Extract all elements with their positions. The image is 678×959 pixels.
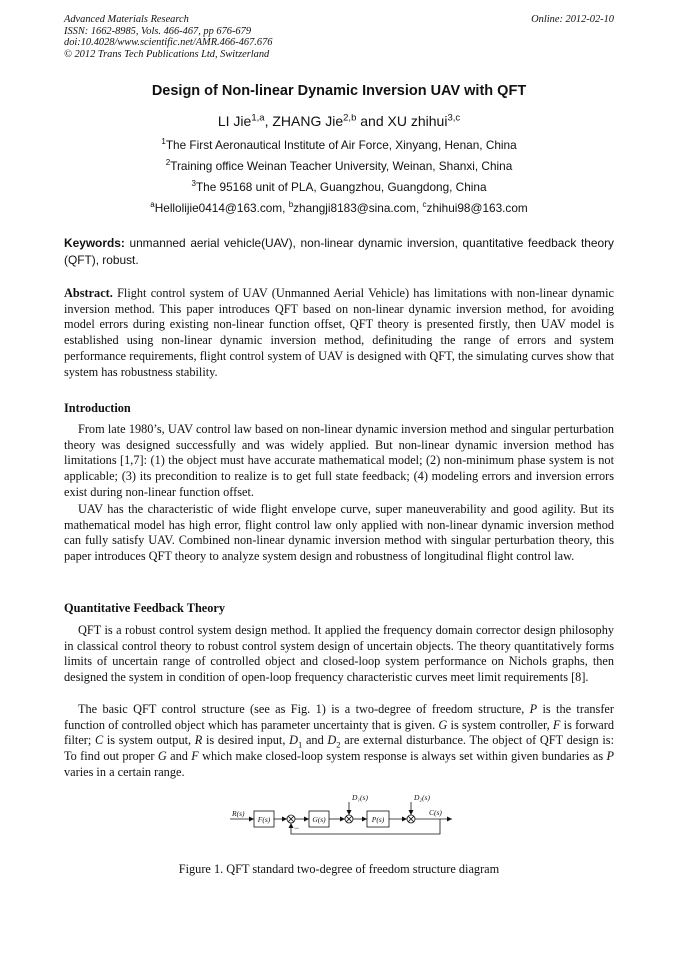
affiliation-3 <box>0 180 678 194</box>
text-segment: which make closed-loop system response is always set within given bundaries as <box>198 749 607 764</box>
affiliation-sup: 2 <box>165 158 171 168</box>
math-symbol: C <box>95 733 104 748</box>
email-text: zhihui98@163.com <box>426 201 528 215</box>
keywords-text: unmanned aerial vehicle(UAV), non-linear dynamic inversion, quantitative feedback theory (QFT), robust. <box>64 236 614 267</box>
copyright-line: © 2012 Trans Tech Publications Ltd, Switzerland <box>64 48 270 60</box>
c-label: C(s) <box>429 808 442 817</box>
math-symbol: P <box>606 749 614 764</box>
author-sup: 1,a <box>251 112 265 124</box>
math-symbol: F <box>191 749 199 764</box>
affiliation-text: Training office Weinan Teacher University, Weinan, Shanxi, China <box>170 159 513 173</box>
author-name: ZHANG Jie <box>272 113 344 129</box>
text-segment: is forward filter; <box>64 717 614 748</box>
qft-block-diagram <box>228 790 468 840</box>
abstract-label: Abstract. <box>64 286 113 300</box>
math-subscript: 2 <box>336 739 341 750</box>
affiliation-sup: 1 <box>161 137 166 147</box>
email-sup: a <box>150 200 155 210</box>
math-subscript: 1 <box>297 739 303 750</box>
author-sep: , <box>264 113 273 129</box>
abstract-text: Flight control system of UAV (Unmanned Aerial Vehicle) has limitations with non-linear dynamic inversion method. This paper introduces QFT based on non-linear dynamic inversion method, for avoiding model errors during existing non-linear function offset, QFT theory is presented firstly, then UAV model is established using non-linear dynamic inversion method, definituding the range of errors and system performance requirements, flight control system of UAV is designed with QFT, the simulating curves show that system has robustness stability. <box>64 286 614 379</box>
email-line <box>0 201 678 215</box>
online-date: Online: 2012-02-10 <box>531 14 614 25</box>
qft-paragraph-1: QFT is a robust control system design method. It applied the frequency domain corrector design philosophy in classical control theory to robust control system design of uncertain objects. The theory quantitatively forms limits of uncertain range of controlled object and closed-loop system performance on Nichols graphs, then designed the system in condition of open-loop frequency characteristic curves meet limit requirements [8]. <box>64 623 614 685</box>
author-name: LI Jie <box>217 113 252 129</box>
affiliation-1 <box>0 138 678 152</box>
author-name: XU zhihui <box>387 113 448 129</box>
figure-caption: Figure 1. QFT standard two-degree of freedom structure diagram <box>178 862 500 876</box>
f-label: F(s) <box>257 815 271 824</box>
d1-label: D₁(s) <box>352 793 368 802</box>
minus-sign: − <box>294 823 300 833</box>
affiliation-2 <box>0 159 678 173</box>
r-label: R(s) <box>232 809 245 818</box>
g-label: G(s) <box>312 815 326 824</box>
abstract-paragraph <box>64 286 614 380</box>
math-symbol: D <box>327 733 337 748</box>
intro-paragraph-1: From late 1980’s, UAV control law based on non-linear dynamic inversion method and singular perturbation theory was designed successfully and was widely applied. But non-linear dynamic inversion method has limitations [1,7]: (1) the object must have accurate mathematical model; (2) non-minimum phase system is not applicable; (3) its precondition to realize is to get full state feedback; (4) modeling errors and inversion errors exist during non-linear function offset. <box>64 422 614 499</box>
d2-label: D₂(s) <box>414 793 430 802</box>
author-sup: 2,b <box>343 112 357 124</box>
affiliation-sup: 3 <box>191 179 196 189</box>
introduction-heading: Introduction <box>64 401 131 415</box>
author-line <box>0 113 678 129</box>
intro-paragraph-2: UAV has the characteristic of wide flight envelope curve, super maneuverability and good agility. But its mathematical model has high error, flight control law only applied with non-linear dynamic inversion method can fully satisfy UAV. Combined non-linear dynamic inversion method with singular perturbation theory, this paper introduces QFT theory to analyze system design and robustness of longitudinal flight control law. <box>64 502 614 564</box>
text-segment: and <box>166 749 192 764</box>
qft-paragraph-2 <box>64 702 614 781</box>
author-sep: and <box>356 113 388 129</box>
math-symbol: G <box>438 717 448 732</box>
text-segment: and <box>302 733 328 748</box>
email-text: Hellolijie0414@163.com, <box>154 201 289 215</box>
author-sup: 3,c <box>447 112 461 124</box>
email-sup: b <box>288 200 294 210</box>
math-symbol: F <box>552 717 561 732</box>
qft-heading: Quantitative Feedback Theory <box>64 601 225 615</box>
text-segment: is desired input, <box>202 733 290 748</box>
math-symbol: D <box>289 733 298 748</box>
text-segment: is the transfer function of controlled object which has parameter uncertainty that is given. <box>64 702 614 732</box>
email-sup: c <box>422 200 427 210</box>
text-segment: is system output, <box>103 733 195 748</box>
text-segment: varies in a certain range. <box>64 764 185 779</box>
math-symbol: P <box>529 702 538 716</box>
text-segment: are external disturbance. The object of QFT design is: To find out proper <box>64 733 614 764</box>
text-segment: The basic QFT control structure (see as Fig. 1) is a two-degree of freedom structure, <box>78 702 530 716</box>
keywords-paragraph <box>64 235 614 268</box>
affiliation-text: The 95168 unit of PLA, Guangzhou, Guangdong, China <box>195 180 487 194</box>
math-symbol: R <box>194 733 203 748</box>
keywords-label: Keywords: <box>64 236 125 250</box>
email-text: zhangji8183@sina.com, <box>293 201 423 215</box>
text-segment: is system controller, <box>447 717 553 732</box>
paper-title: Design of Non-linear Dynamic Inversion UAV with QFT <box>151 83 527 99</box>
journal-header <box>64 14 272 60</box>
issn-line: ISSN: 1662-8985, Vols. 466-467, pp 676-679 <box>64 25 252 37</box>
journal-name: Advanced Materials Research <box>64 14 189 25</box>
doi-line: doi:10.4028/www.scientific.net/AMR.466-467.676 <box>64 37 273 49</box>
p-label: P(s) <box>371 815 385 824</box>
affiliation-text: The First Aeronautical Institute of Air Force, Xinyang, Henan, China <box>165 138 517 152</box>
math-symbol: G <box>157 749 167 764</box>
